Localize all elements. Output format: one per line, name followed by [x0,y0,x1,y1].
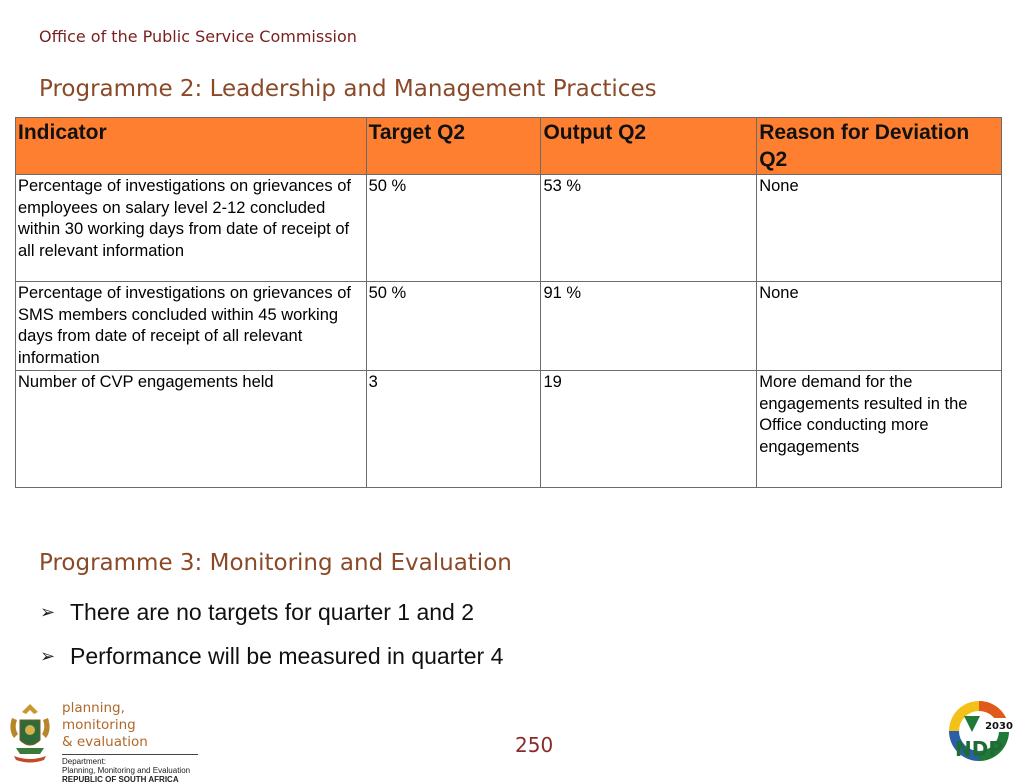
programme-3-title: Programme 3: Monitoring and Evaluation [39,550,512,576]
indicator-cell: Percentage of investigations on grievances of SMS members concluded within 45 working days from date of receipt of all relevant information [16,282,367,371]
dpme-logo [4,700,204,784]
target-cell: 50 % [366,282,541,371]
dpme-country: REPUBLIC OF SOUTH AFRICA [62,775,179,784]
ndp-2030-logo-icon [946,698,1016,764]
output-cell: 91 % [541,282,757,371]
reason-cell: None [757,175,1002,282]
list-item [40,590,503,634]
dpme-logo-rule [62,754,198,755]
table-row [16,175,1002,282]
arrow-bullet-icon: ➢ [40,645,56,666]
target-cell: 50 % [366,175,541,282]
programme-2-title: Programme 2: Leadership and Management Practices [39,76,657,102]
performance-table [15,117,1002,488]
indicator-cell: Number of CVP engagements held [16,371,367,488]
bullet-text: Performance will be measured in quarter 4 [70,642,504,669]
list-item [40,634,503,678]
column-header-target: Target Q2 [366,118,541,175]
table-row [16,282,1002,371]
target-cell: 3 [366,371,541,488]
bullet-list [40,590,503,678]
ndp-year: 2030 [985,721,1013,732]
indicator-cell: Percentage of investigations on grievances of employees on salary level 2-12 concluded within 30 working days from date of receipt of all relevant information [16,175,367,282]
ndp-text: NDP [955,737,1003,761]
reason-cell: More demand for the engagements resulted in the Office conducting more engagements [757,371,1002,488]
dpme-logo-line1: planning, monitoring [62,700,136,733]
dpme-dept-name: Planning, Monitoring and Evaluation [62,766,191,775]
dpme-logo-line2: & evaluation [62,734,148,750]
page-number: 250 [515,733,554,757]
dpme-dept-label: Department: [62,757,107,766]
bullet-text: There are no targets for quarter 1 and 2 [70,598,475,625]
reason-cell: None [757,282,1002,371]
column-header-indicator: Indicator [16,118,367,175]
output-cell: 53 % [541,175,757,282]
column-header-output: Output Q2 [541,118,757,175]
table-header-row [16,118,1002,175]
arrow-bullet-icon: ➢ [40,601,56,622]
output-cell: 19 [541,371,757,488]
coat-of-arms-icon [4,700,56,766]
column-header-reason: Reason for Deviation Q2 [757,118,1002,175]
org-header: Office of the Public Service Commission [39,27,357,46]
table-row [16,371,1002,488]
